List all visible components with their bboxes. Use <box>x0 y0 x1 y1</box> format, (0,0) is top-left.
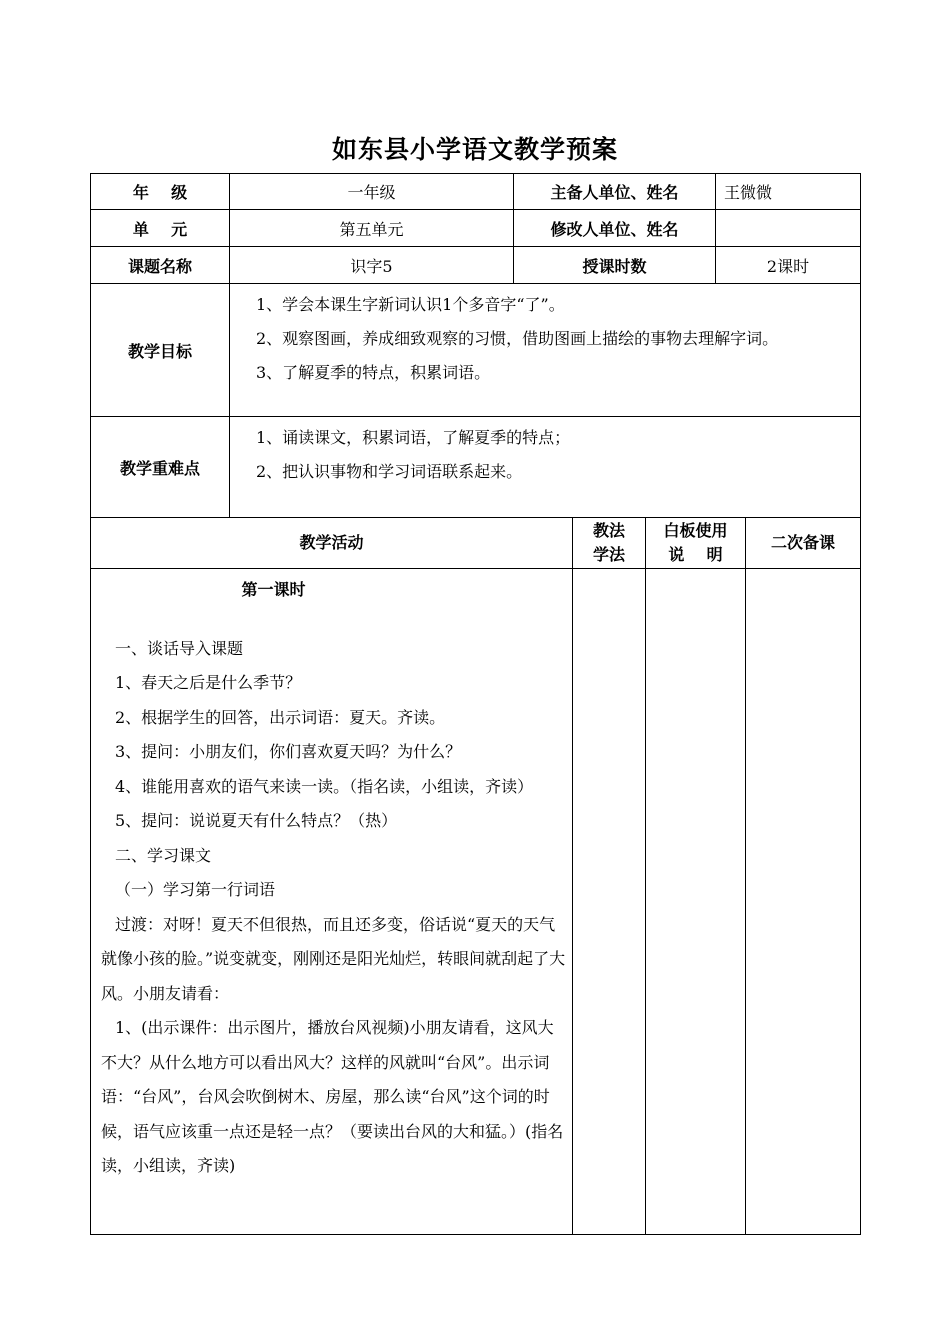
row-goals <box>91 284 861 417</box>
info-table <box>90 173 861 518</box>
focus-list <box>230 417 861 518</box>
col-board-line-2: 说 明 <box>668 545 723 564</box>
hours-value: 2课时 <box>716 247 861 284</box>
focus-label: 教学重难点 <box>91 417 230 518</box>
activity-paragraph <box>101 908 566 1012</box>
activity-header-row <box>91 518 861 569</box>
goal-item: 3、了解夏季的特点，积累词语。 <box>256 363 491 382</box>
main-prep-value: 王微微 <box>716 174 861 210</box>
unit-label: 单 元 <box>91 210 230 247</box>
activity-paragraph <box>101 1011 566 1184</box>
activity-paragraph-text: 4、谁能用喜欢的语气来读一读。（指名读，小组读，齐读） <box>115 776 534 796</box>
hours-label: 授课时数 <box>514 247 716 284</box>
activity-paragraph-text: 1、(出示课件：出示图片，播放台风视频)小朋友请看，这风大不大？从什么地方可以看出风大？这样的风就叫“台风”。出示词语：“台风”，台风会吹倒树木、房屋，那么读“台风”这个词的时候，语气应该重一点还是轻一点？（要读出台风的大和猛。）(指名读，小组读，齐读) <box>101 1018 564 1175</box>
activity-paragraph-text: 过渡：对呀！夏天不但很热，而且还多变，俗话说“夏天的天气就像小孩的脸。”说变就变，刚刚还是阳光灿烂，转眼间就刮起了大风。小朋友请看： <box>101 914 566 1003</box>
col-method-line-2: 学法 <box>592 545 625 564</box>
lesson-title: 第一课时 <box>241 580 306 599</box>
page-title: 如东县小学语文教学预案 <box>331 135 618 164</box>
activity-paragraph: （一）学习第一行词语 <box>115 880 276 899</box>
row-unit <box>91 210 861 247</box>
col-method-line-1: 教法 <box>592 521 625 540</box>
board-cell <box>646 569 746 1235</box>
goals-list <box>230 284 861 417</box>
activity-content <box>91 569 573 1235</box>
activity-paragraph: 二、学习课文 <box>115 845 212 865</box>
activity-paragraph: 3、提问：小朋友们，你们喜欢夏天吗？为什么？ <box>115 742 462 761</box>
activity-table <box>90 517 861 1235</box>
col-second-header: 二次备课 <box>746 518 861 569</box>
col-board-line-1: 白板使用 <box>663 521 728 540</box>
goal-item: 2、观察图画，养成细致观察的习惯，借助图画上描绘的事物去理解字词。 <box>256 329 779 348</box>
col-board-header <box>646 518 746 569</box>
topic-label: 课题名称 <box>91 247 230 284</box>
grade-label: 年 级 <box>91 174 230 210</box>
activity-paragraph: 1、春天之后是什么季节？ <box>115 673 302 692</box>
activity-body-row <box>91 569 861 1235</box>
grade-value: 一年级 <box>230 174 514 210</box>
revise-label: 修改人单位、姓名 <box>514 210 716 247</box>
col-activity-header: 教学活动 <box>91 518 573 569</box>
revise-value <box>716 210 861 247</box>
row-topic <box>91 247 861 284</box>
activity-paragraph: 一、谈话导入课题 <box>115 638 244 658</box>
main-prep-label: 主备人单位、姓名 <box>514 174 716 210</box>
topic-value: 识字5 <box>230 247 514 284</box>
focus-item: 1、诵读课文，积累词语，了解夏季的特点； <box>256 428 571 447</box>
goals-label: 教学目标 <box>91 284 230 417</box>
second-prep-cell <box>746 569 861 1235</box>
focus-item: 2、把认识事物和学习词语联系起来。 <box>256 462 523 481</box>
row-focus <box>91 417 861 518</box>
unit-value: 第五单元 <box>230 210 514 247</box>
activity-paragraph: 5、提问：说说夏天有什么特点？（热） <box>115 811 398 830</box>
col-method-header <box>573 518 646 569</box>
activity-paragraph <box>101 770 566 805</box>
method-cell <box>573 569 646 1235</box>
activity-paragraph: 2、根据学生的回答，出示词语：夏天。齐读。 <box>115 707 446 727</box>
row-grade <box>91 174 861 210</box>
goal-item: 1、学会本课生字新词认识1个多音字“了”。 <box>256 295 565 314</box>
